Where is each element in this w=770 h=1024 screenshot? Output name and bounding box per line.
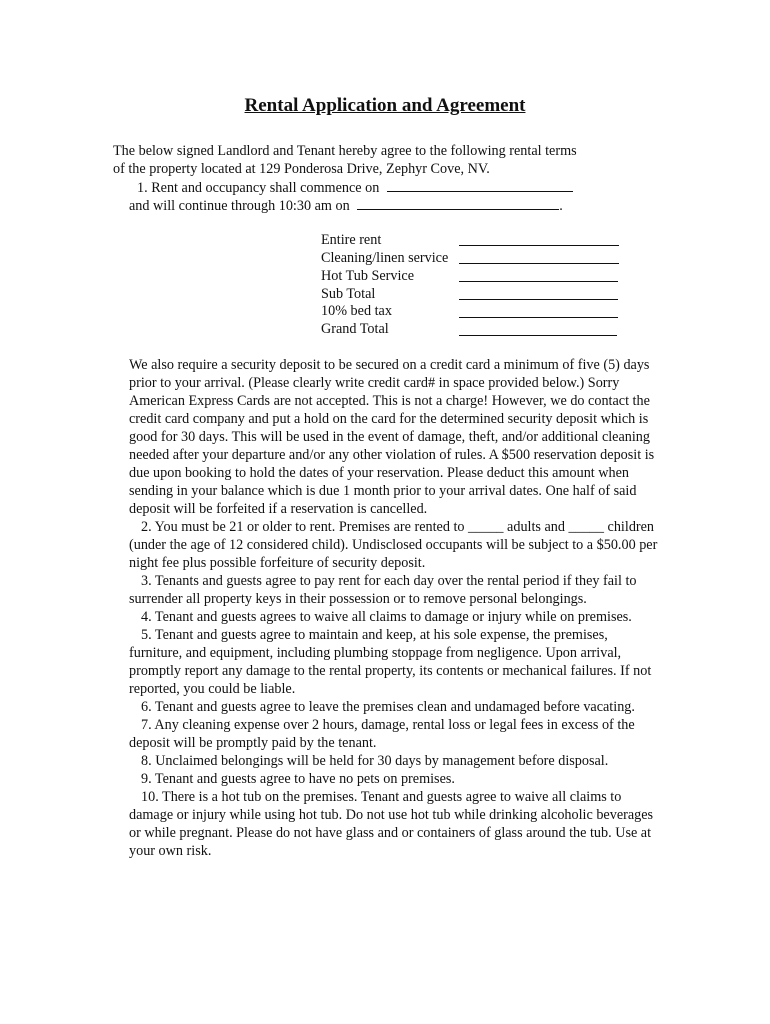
fee-field-hot-tub[interactable] — [459, 280, 618, 282]
fee-row-entire-rent: Entire rent — [321, 232, 382, 248]
terms-body — [129, 356, 659, 860]
term-2: 2. You must be 21 or older to rent. Premises are rented to _____ adults and _____ children (under the age of 12 considered child). Undisclosed occupants will be subject to a $50.00 per night fee plus possible forfeiture of security deposit. — [129, 519, 658, 571]
intro-line-1: The below signed Landlord and Tenant hereby agree to the following rental terms — [113, 143, 577, 159]
deposit-paragraph: We also require a security deposit to be secured on a credit card a minimum of five (5) days prior to your arrival. (Please clearly write credit card# in space provided below.) Sorry American Express Cards are not accepted. This is not a charge! However, we do contact the credit card company and put a hold on the card for the determined security deposit which is good for 30 days. This will be used in the event of damage, theft, and/or additional cleaning needed after your departure and/or any other violation of rules. A $500 reservation deposit is due upon booking to hold the dates of your reservation. Please deduct this amount when sending in your balance which is due 1 month prior to your arrival dates. One half of said deposit will be forfeited if a reservation is cancelled. — [129, 357, 655, 517]
fee-field-grand-total[interactable] — [459, 334, 617, 336]
fee-field-entire-rent[interactable] — [459, 244, 619, 246]
term-9: 9. Tenant and guests agree to have no pets on premises. — [141, 771, 455, 787]
fee-row-grand-total: Grand Total — [321, 321, 389, 337]
term-1-period: . — [559, 198, 563, 214]
commence-date-field[interactable] — [387, 178, 573, 192]
fee-field-cleaning[interactable] — [459, 262, 619, 264]
fee-field-sub-total[interactable] — [459, 298, 618, 300]
term-1-commence — [137, 178, 573, 197]
term-4: 4. Tenant and guests agrees to waive all claims to damage or injury while on premises. — [141, 609, 632, 625]
term-1-through-text: and will continue through 10:30 am on — [129, 198, 350, 214]
fee-row-sub-total: Sub Total — [321, 286, 376, 302]
intro-line-2: of the property located at 129 Ponderosa Drive, Zephyr Cove, NV. — [113, 161, 490, 177]
fee-row-hot-tub: Hot Tub Service — [321, 268, 415, 284]
term-7: 7. Any cleaning expense over 2 hours, damage, rental loss or legal fees in excess of the deposit will be promptly paid by the tenant. — [129, 717, 635, 751]
term-10: 10. There is a hot tub on the premises. Tenant and guests agree to waive all claims to damage or injury while using hot tub. Do not use hot tub while drinking alcoholic beverages or while pregnant. Please do not have glass and or containers of glass around the tub. Use at your own risk. — [129, 789, 654, 859]
document-title: Rental Application and Agreement — [244, 95, 526, 116]
term-6: 6. Tenant and guests agree to leave the premises clean and undamaged before vacating. — [141, 699, 635, 715]
term-5: 5. Tenant and guests agree to maintain and keep, at his sole expense, the premises, furniture, and equipment, including plumbing stoppage from negligence. Upon arrival, promptly report any damage to the rental property, its contents or mechanical failures. If not reported, you could be liable. — [129, 627, 652, 697]
term-1-commence-text: 1. Rent and occupancy shall commence on — [137, 180, 380, 196]
end-date-field[interactable] — [357, 196, 559, 210]
fee-row-bed-tax: 10% bed tax — [321, 303, 392, 319]
fee-field-bed-tax[interactable] — [459, 316, 618, 318]
term-8: 8. Unclaimed belongings will be held for 30 days by management before disposal. — [141, 753, 609, 769]
fee-row-cleaning: Cleaning/linen service — [321, 250, 449, 266]
term-1-through — [129, 196, 563, 215]
term-3: 3. Tenants and guests agree to pay rent for each day over the rental period if they fail to surrender all property keys in their possession or to remove personal belongings. — [129, 573, 637, 607]
